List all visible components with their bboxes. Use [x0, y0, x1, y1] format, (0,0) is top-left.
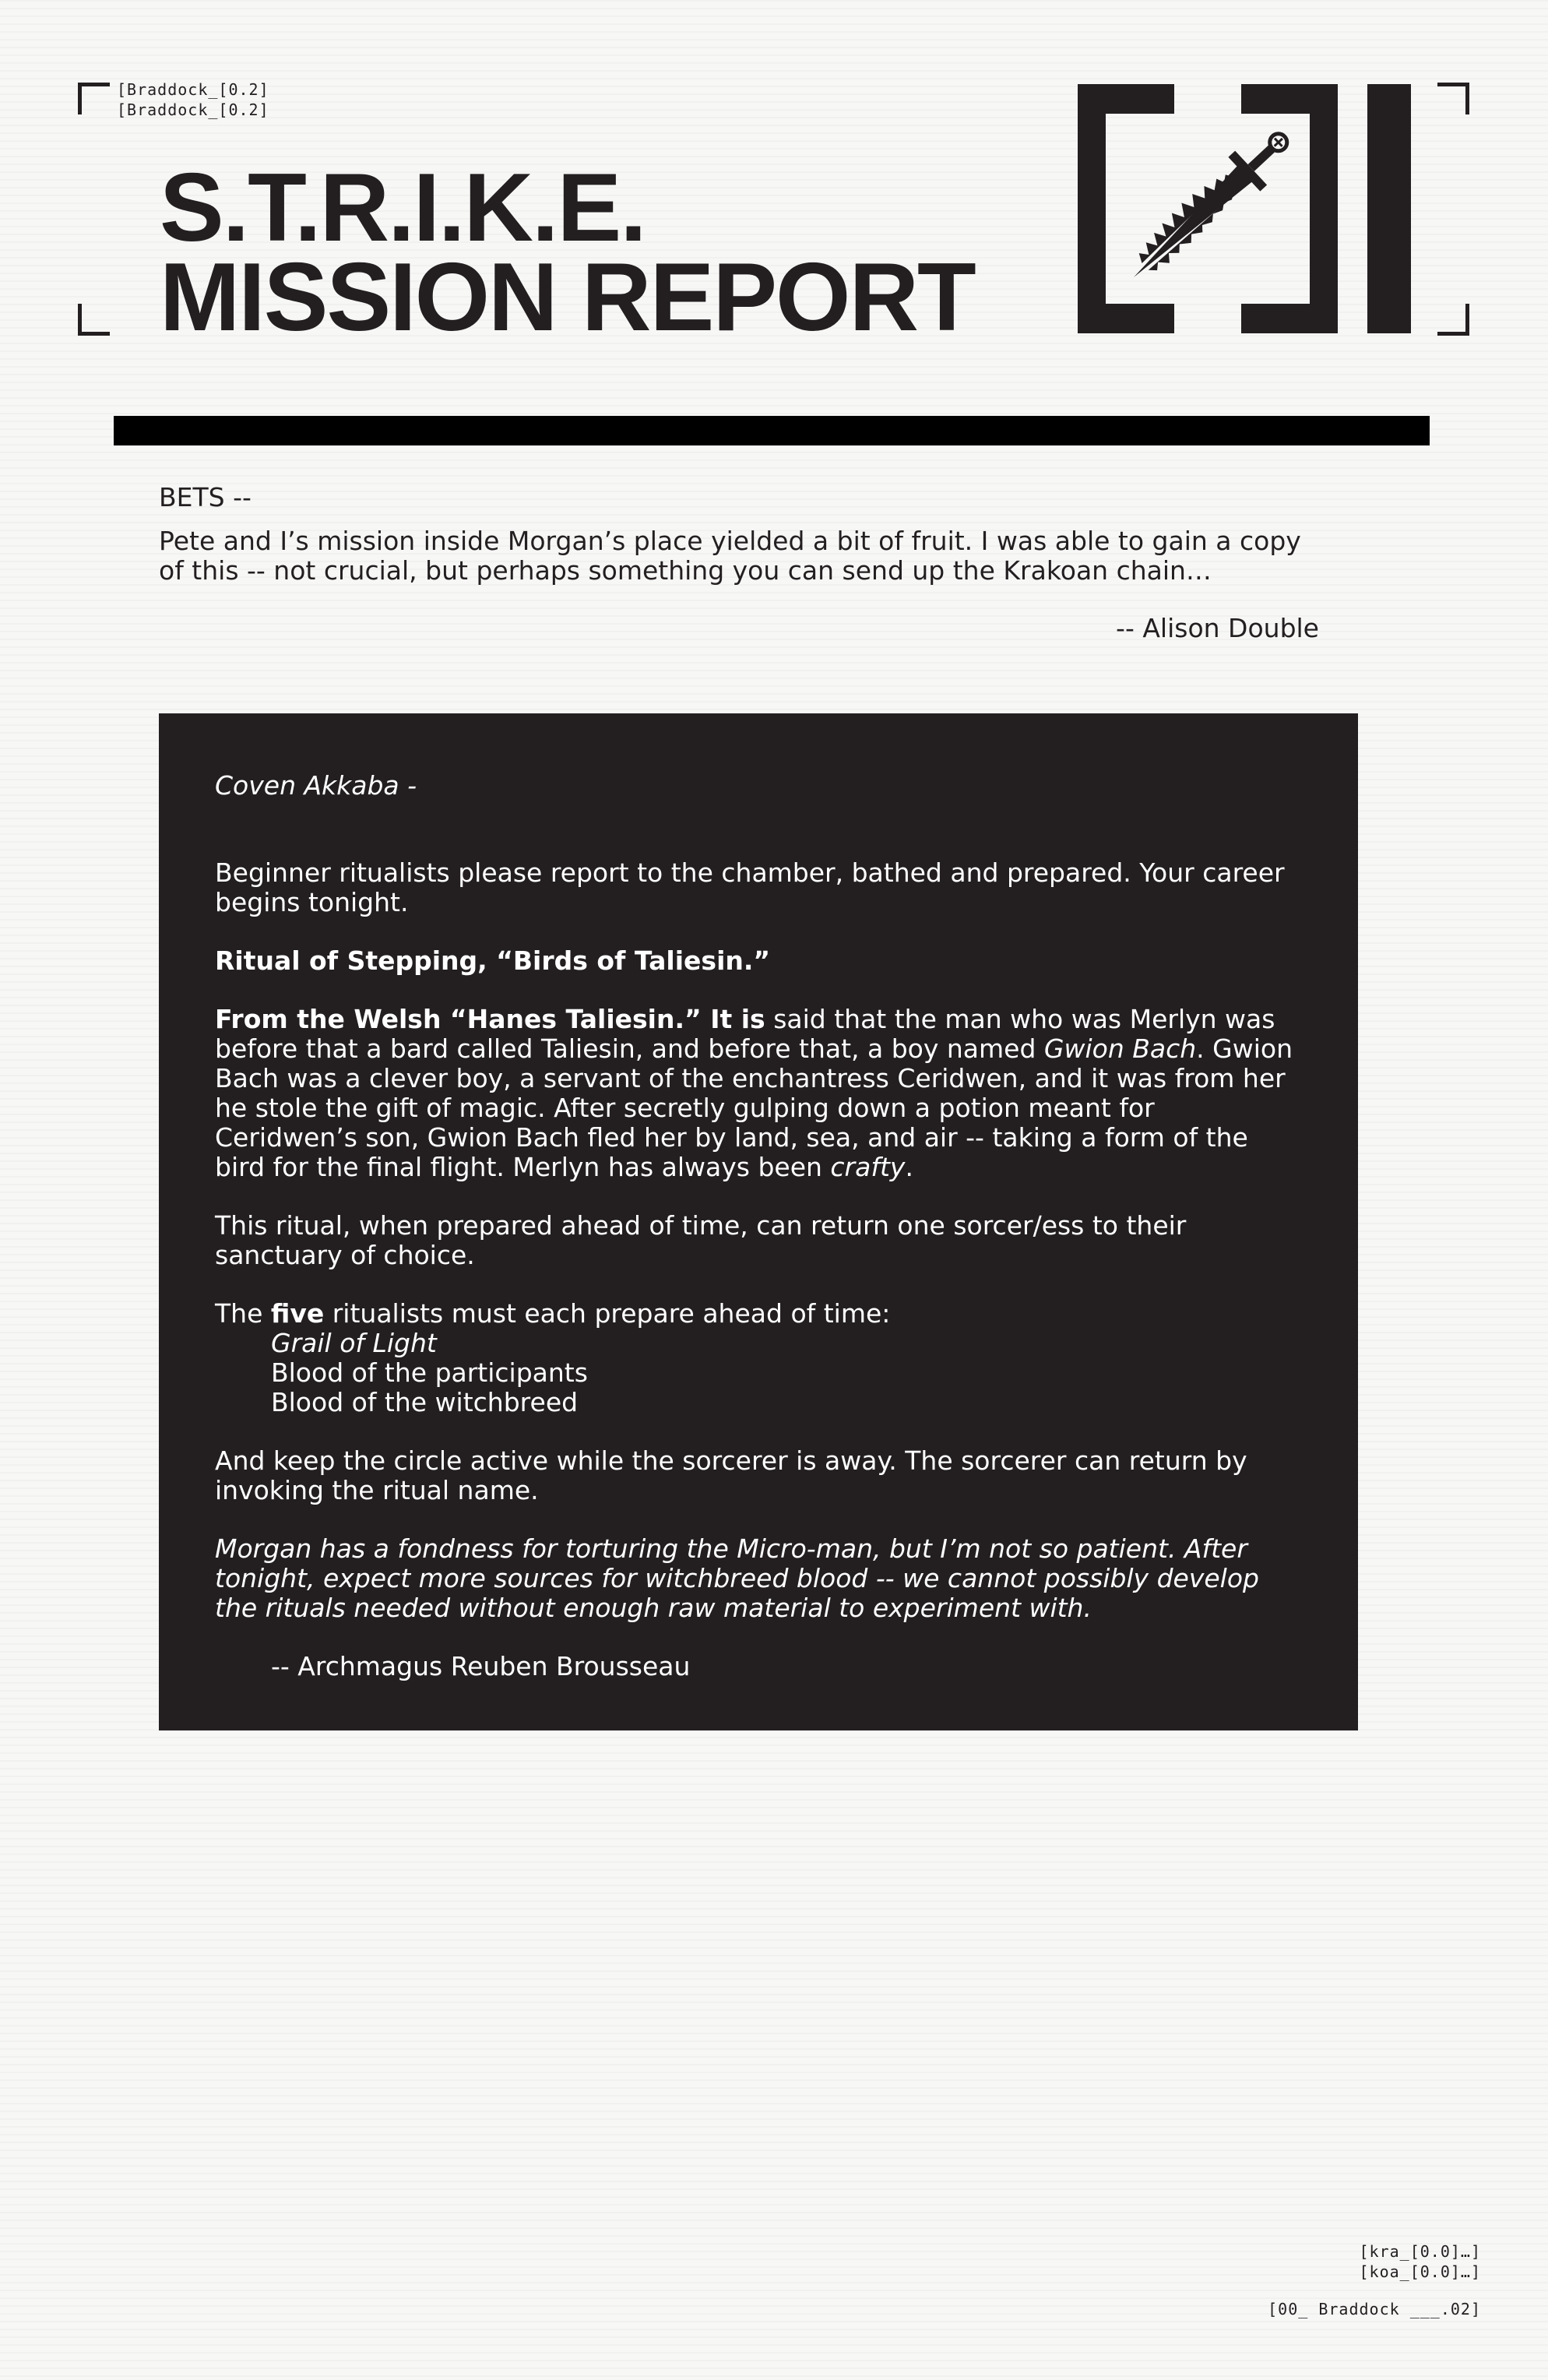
frame-corner-top-right	[1437, 83, 1469, 114]
list-item: Blood of the participants	[271, 1357, 588, 1388]
paragraph-3-text-b: . Gwion Bach was a clever boy, a servant of the enchantress Ceridwen, and it was from her he stole the gift of magic. After secretly gulping down a potion meant for Ceridwen’s son, Gwion Bach fled her by land, sea, and air -- taking a form of the bird for the final flight. Merlyn has always been	[215, 1033, 1293, 1182]
paragraph-3-end: .	[905, 1152, 913, 1182]
document-code	[117, 79, 269, 120]
frame-corner-bottom-left	[78, 304, 110, 336]
paragraph-3-text-a: said that the man who was Merlyn was before that a bard called Taliesin, and before that, a boy named	[215, 1004, 1275, 1064]
cover-memo	[159, 483, 1319, 643]
document-code-line-2: [Braddock_[0.2]	[117, 100, 269, 119]
paragraph-3-emphasis-2: crafty	[830, 1152, 906, 1182]
ritual-title: Ritual of Stepping, “Birds of Taliesin.”	[215, 945, 771, 976]
page-title	[160, 154, 975, 351]
requirements-list	[215, 1329, 1302, 1417]
page-code: [00_ Braddock ___.02]	[1268, 2300, 1481, 2318]
paragraph-3-lead: From the Welsh “Hanes Taliesin.” It is	[215, 1004, 765, 1034]
section-divider	[114, 416, 1430, 445]
page-title-line-2: MISSION REPORT	[160, 244, 975, 351]
footer-code	[1360, 2241, 1482, 2282]
document-paragraph-3	[215, 1005, 1302, 1182]
document-heading: Coven Akkaba -	[215, 770, 417, 801]
footer-code-line-2: [koa_[0.0]…]	[1359, 2262, 1481, 2281]
list-item: Grail of Light	[271, 1328, 437, 1358]
paragraph-5-emphasis: five	[270, 1298, 325, 1329]
list-item: Blood of the witchbreed	[271, 1387, 579, 1417]
document-paragraph-1: Beginner ritualists please report to the chamber, bathed and prepared. Your career begins tonight.	[215, 857, 1285, 917]
paragraph-3-emphasis-1: Gwion Bach	[1043, 1033, 1197, 1064]
footer-code-line-1: [kra_[0.0]…]	[1359, 2242, 1481, 2261]
memo-signature: -- Alison Double	[1116, 613, 1319, 643]
document-paragraph-6: And keep the circle active while the sorcerer is away. The sorcerer can return by invoking the ritual name.	[215, 1445, 1247, 1505]
page-title-line-1: S.T.R.I.K.E.	[160, 154, 646, 262]
memo-greeting: BETS --	[159, 482, 252, 512]
document-paragraph-7: Morgan has a fondness for torturing the Micro-man, but I’m not so patient. After tonight, expect more sources for witchbreed blood -- we cannot possibly develop the rituals needed without enough raw material to experiment with.	[215, 1533, 1259, 1623]
intercepted-document	[159, 713, 1358, 1730]
frame-corner-bottom-right	[1437, 304, 1469, 336]
paragraph-5-text-b: ritualists must each prepare ahead of time:	[324, 1298, 891, 1329]
memo-body: Pete and I’s mission inside Morgan’s place yielded a bit of fruit. I was able to gain a copy of this -- not crucial, but perhaps something you can send up the Krakoan chain…	[159, 526, 1301, 586]
frame-corner-top-left	[78, 83, 110, 114]
paragraph-5-text-a: The	[215, 1298, 271, 1329]
document-paragraph-4: This ritual, when prepared ahead of time, can return one sorcer/ess to their sanctuary of choice.	[215, 1210, 1187, 1270]
document-signature: -- Archmagus Reuben Brousseau	[271, 1651, 691, 1681]
document-paragraph-5	[215, 1299, 1302, 1329]
document-code-line-1: [Braddock_[0.2]	[117, 80, 269, 99]
sword-bracket-logo-icon	[1078, 84, 1417, 333]
